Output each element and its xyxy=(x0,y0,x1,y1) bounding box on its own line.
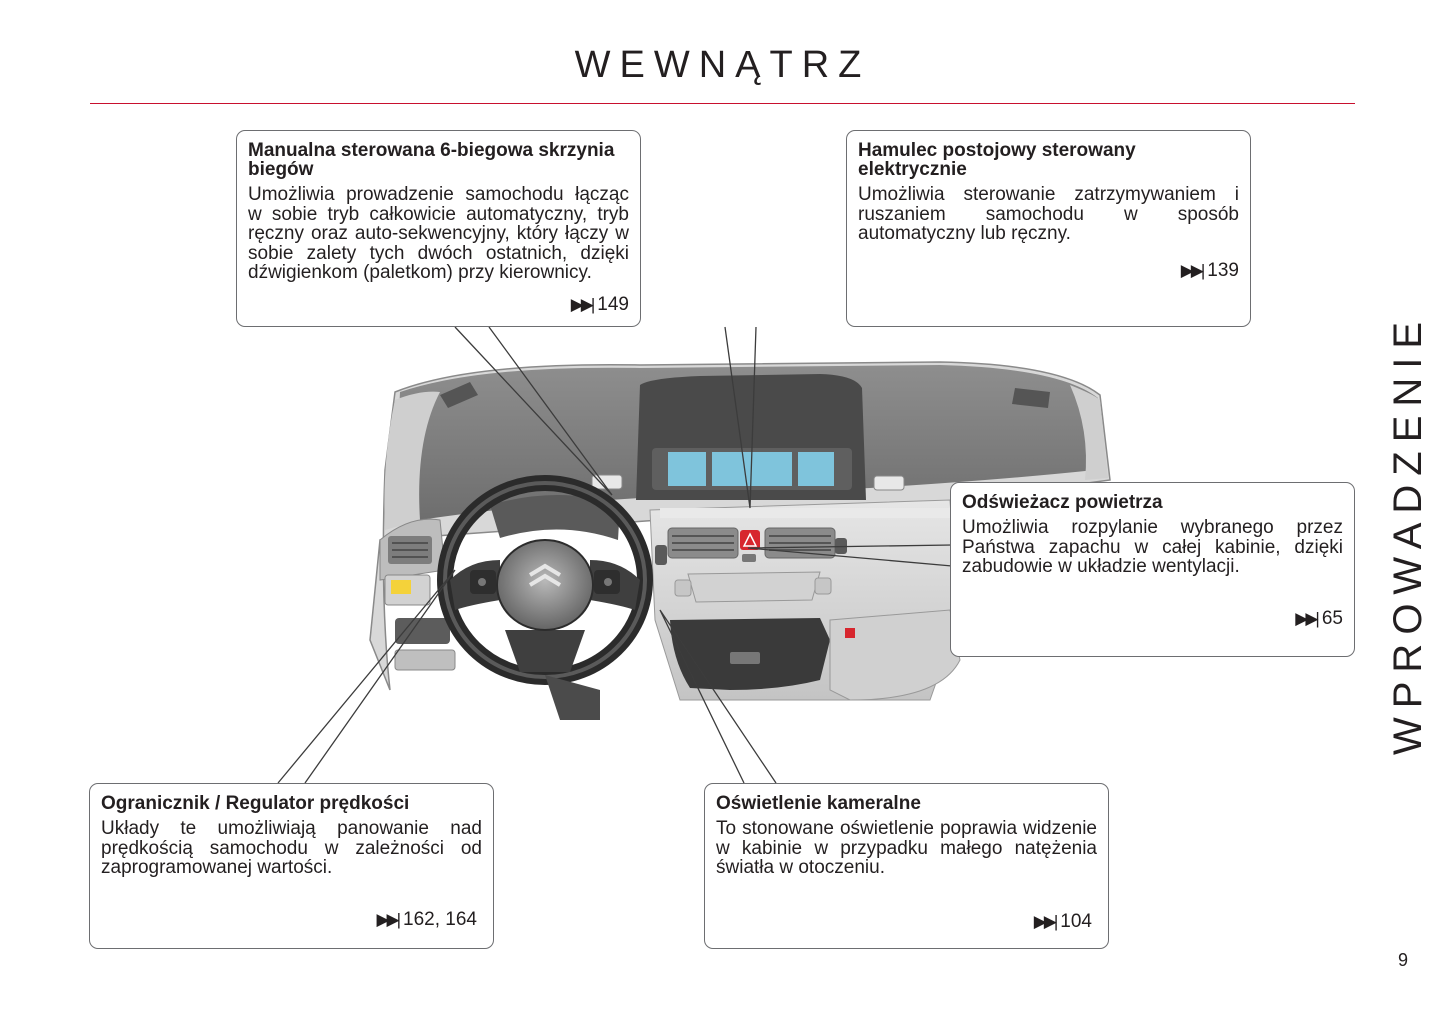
callout-text: Umożliwia prowadzenie samochodu łącząc w sobie tryb całkowicie automatyczny, tryb ręczny oraz auto-sekwencyjny, który łączy w sobie zalety tych dwóch ostatnich, dzięki dźwigienkom (paletkom) przy kierownicy. xyxy=(248,184,629,283)
page-reference[interactable] xyxy=(376,909,477,931)
fast-forward-icon: ▶▶| xyxy=(1180,261,1203,280)
display-screen-right xyxy=(798,452,834,486)
callout-text: Umożliwia sterowanie zatrzymywaniem i ruszaniem samochodu w sposób automatyczny lub ręczny. xyxy=(858,184,1239,244)
fast-forward-icon: ▶▶| xyxy=(376,910,399,929)
section-side-title: WPROWADZENIE xyxy=(1386,312,1430,755)
callout-text: To stonowane oświetlenie poprawia widzenie w kabinie w przypadku małego natężenia światła w otoczeniu. xyxy=(716,818,1097,878)
callout-text: Umożliwia rozpylanie wybranego przez Państwa zapachu w całej kabinie, dzięki zabudowie w układzie wentylacji. xyxy=(962,517,1343,577)
page-reference[interactable] xyxy=(1034,911,1092,933)
callout-title: Ogranicznik / Regulator prędkości xyxy=(101,793,410,814)
reference-page: 139 xyxy=(1207,260,1239,281)
fast-forward-icon: ▶▶| xyxy=(570,295,593,314)
callout-title: Odświeżacz powietrza xyxy=(962,492,1163,513)
callout-parking-brake xyxy=(846,130,1251,327)
callout-title: Oświetlenie kameralne xyxy=(716,793,921,814)
page-reference[interactable] xyxy=(571,294,629,316)
callout-title: Hamulec postojowy sterowany elektrycznie xyxy=(858,140,1136,180)
reference-page: 149 xyxy=(597,294,629,315)
callout-air-freshener xyxy=(950,482,1355,657)
reference-page: 162, 164 xyxy=(403,909,477,930)
page-reference[interactable] xyxy=(1295,608,1343,630)
callout-text: Układy te umożliwiają panowanie nad prędkością samochodu w zależności od zaprogramowanej wartości. xyxy=(101,818,482,878)
reference-page: 65 xyxy=(1321,608,1343,629)
display-screen-left xyxy=(668,452,706,486)
fast-forward-icon: ▶▶| xyxy=(1033,912,1056,931)
callout-gearbox xyxy=(236,130,641,327)
callout-speed-limiter xyxy=(89,783,494,949)
page-reference[interactable] xyxy=(1181,260,1239,282)
callout-title: Manualna sterowana 6-biegowa skrzynia biegów xyxy=(248,140,615,180)
fast-forward-icon: ▶▶| xyxy=(1295,609,1317,628)
left-display xyxy=(391,580,411,594)
page-title: WEWNĄTRZ xyxy=(574,44,871,86)
page-number: 9 xyxy=(1398,950,1409,970)
callout-ambient-lighting xyxy=(704,783,1109,949)
reference-page: 104 xyxy=(1060,911,1092,932)
